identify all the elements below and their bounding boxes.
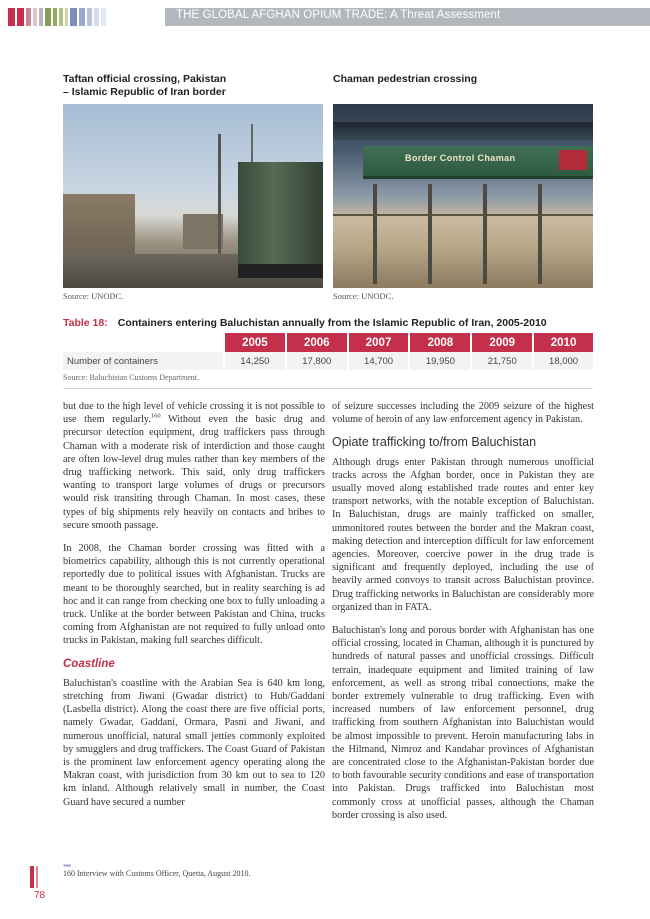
photo-taftan-crossing xyxy=(63,104,323,288)
header-color-bar xyxy=(70,8,77,26)
photo-chaman-crossing xyxy=(333,104,593,288)
header-color-bars xyxy=(8,8,108,26)
photo-source-taftan: Source: UNODC. xyxy=(63,291,124,301)
header-color-bar xyxy=(101,8,106,26)
table-cell: 21,750 xyxy=(471,352,533,370)
paragraph: of seizure successes including the 2009 seizure of the highest volume of heroin of any law enforcement agency in Pakistan. xyxy=(332,401,594,426)
table-year-header: 2006 xyxy=(286,333,348,352)
header-color-bar xyxy=(45,8,51,26)
header-color-bar xyxy=(94,8,99,26)
header-color-bar xyxy=(87,8,92,26)
footer-color-bars xyxy=(30,866,40,888)
table-cell: 14,700 xyxy=(348,352,410,370)
header-color-bar xyxy=(33,8,37,26)
table-row-label: Number of containers xyxy=(63,352,224,370)
header-color-bar xyxy=(17,8,24,26)
paragraph: In 2008, the Chaman border crossing was fitted with a biometrics capability, although this is not currently operational reportedly due to political issues with Afghanistan. Trucks are meant to be thoroughly searched, but in reality searching is ad hoc and it can range from checking one box to fully unloading a truck. Unlike at the border between Pakistan and China, trucks coming from Afghanistan are not required to fully unload onto trucks in Pakistan, making full searches difficult. xyxy=(63,543,325,647)
table-year-header: 2005 xyxy=(224,333,286,352)
table-cell: 14,250 xyxy=(224,352,286,370)
photo-source-chaman: Source: UNODC. xyxy=(333,291,394,301)
page-number: 78 xyxy=(34,890,46,901)
header-title: THE GLOBAL AFGHAN OPIUM TRADE: A Threat Assessment xyxy=(176,9,501,21)
section-heading-opiate: Opiate trafficking to/from Baluchistan xyxy=(332,435,537,450)
table-row xyxy=(63,352,593,370)
paragraph: but due to the high level of vehicle crossing it is not possible to use them regularly.$^{160}$ Without even the basic drug and precursor detection equipment, drug traffickers pass through Chaman with a moderate risk of interdiction and those caught are often low-level drug mules rather than key members of the drug trafficking network. This said, only drug traffickers wanting to transport large volumes of drugs or precursors would risk transiting through Chaman. In most cases, these types of big shipments rely heavily on contacts and bribes to secure smooth passage. xyxy=(63,401,325,531)
photo-caption-taftan: Taftan official crossing, Pakistan – Islamic Republic of Iran border xyxy=(63,73,227,98)
table-corner-cell xyxy=(63,333,224,352)
paragraph: Baluchistan's coastline with the Arabian Sea is 640 km long, stretching from Jiwani (Gwadar district) to Hub/Gaddani (Lasbella district). Along the coast there are five official ports, namely Gwadar, Gaddani, Ormara, Pasni and Jiwani, and numerous unofficial, natural small jetties commonly exploited by smugglers and drug traffickers. The Coast Guard of Pakistan is the prominent law enforcement agency operating along the Makran coast, with jurisdiction from 30 km out to sea to 120 km inland. Although relatively small in number, the Coast Guard have secured a number xyxy=(63,677,325,808)
page-header xyxy=(0,6,650,28)
footnote-separator: ▪▪▪▪ xyxy=(63,861,71,870)
header-color-bar xyxy=(53,8,57,26)
header-color-bar xyxy=(65,8,68,26)
header-color-bar xyxy=(8,8,15,26)
header-color-bar xyxy=(39,8,43,26)
table-year-header: 2008 xyxy=(409,333,471,352)
footnote-ref: 160 xyxy=(150,412,161,420)
left-text-column xyxy=(63,400,325,819)
photo-sign-text: Border Control Chaman xyxy=(405,153,516,163)
paragraph: Baluchistan's long and porous border with Afghanistan has one official crossing, located in Chaman, although it is punctured by hundreds of natural passes and unofficial crossings. Difficult terrain, inadequate equipment and limited training of law enforcement, as well as strong tribal connections, make the border extremely vulnerable to drug trafficking. Even with increased numbers of law enforcement personnel, drug trafficking from southern Afghanistan into Baluchistan would be almost impossible to prevent. Heroin manufacturing labs in the Hilmand, Nimroz and Kandahar provinces of Afghanistan are concentrated close to the Afghanistan-Pakistan border due to both favourable security conditions and ease of transportation into Pakistan. Drugs trafficked into Baluchistan most commonly cross at unofficial passes, although the Chaman border crossing is also used. xyxy=(332,625,594,821)
header-color-bar xyxy=(59,8,63,26)
paragraph: Although drugs enter Pakistan through numerous unofficial tracks across the Afghan border, once in Pakistan they are usually moved along established trade routes and enter key transport networks, with the notable exception of Baluchistan. In Baluchistan, drugs are mainly trafficked on smaller, unmonitored routes between the border and the Makran coast, making detection and interception difficult for law enforcement agencies. Moreover, coercive power in the drug trade is significant and frequently deployed, including the use of heavily armed convoys to transit across Baluchistan province. Drug trafficking networks in Baluchistan are considerably more organized than in FATA. xyxy=(332,456,594,613)
photo-caption-chaman: Chaman pedestrian crossing xyxy=(333,73,478,85)
containers-table xyxy=(63,333,593,370)
table-cell: 18,000 xyxy=(533,352,593,370)
table-cell: 17,800 xyxy=(286,352,348,370)
divider xyxy=(63,388,593,389)
right-text-column xyxy=(332,400,594,832)
header-color-bar xyxy=(26,8,31,26)
table-cell: 19,950 xyxy=(409,352,471,370)
table-source: Source: Baluchistan Customs Department. xyxy=(63,373,199,382)
section-heading-coastline: Coastline xyxy=(63,657,115,670)
header-color-bar xyxy=(79,8,85,26)
footnote: 160 Interview with Customs Officer, Quetta, August 2010. xyxy=(63,869,251,878)
table-year-header: 2010 xyxy=(533,333,593,352)
table-year-header: 2007 xyxy=(348,333,410,352)
table-title: Table 18: Containers entering Baluchistan annually from the Islamic Republic of Iran, 2005-2010 xyxy=(63,317,547,329)
table-year-header: 2009 xyxy=(471,333,533,352)
